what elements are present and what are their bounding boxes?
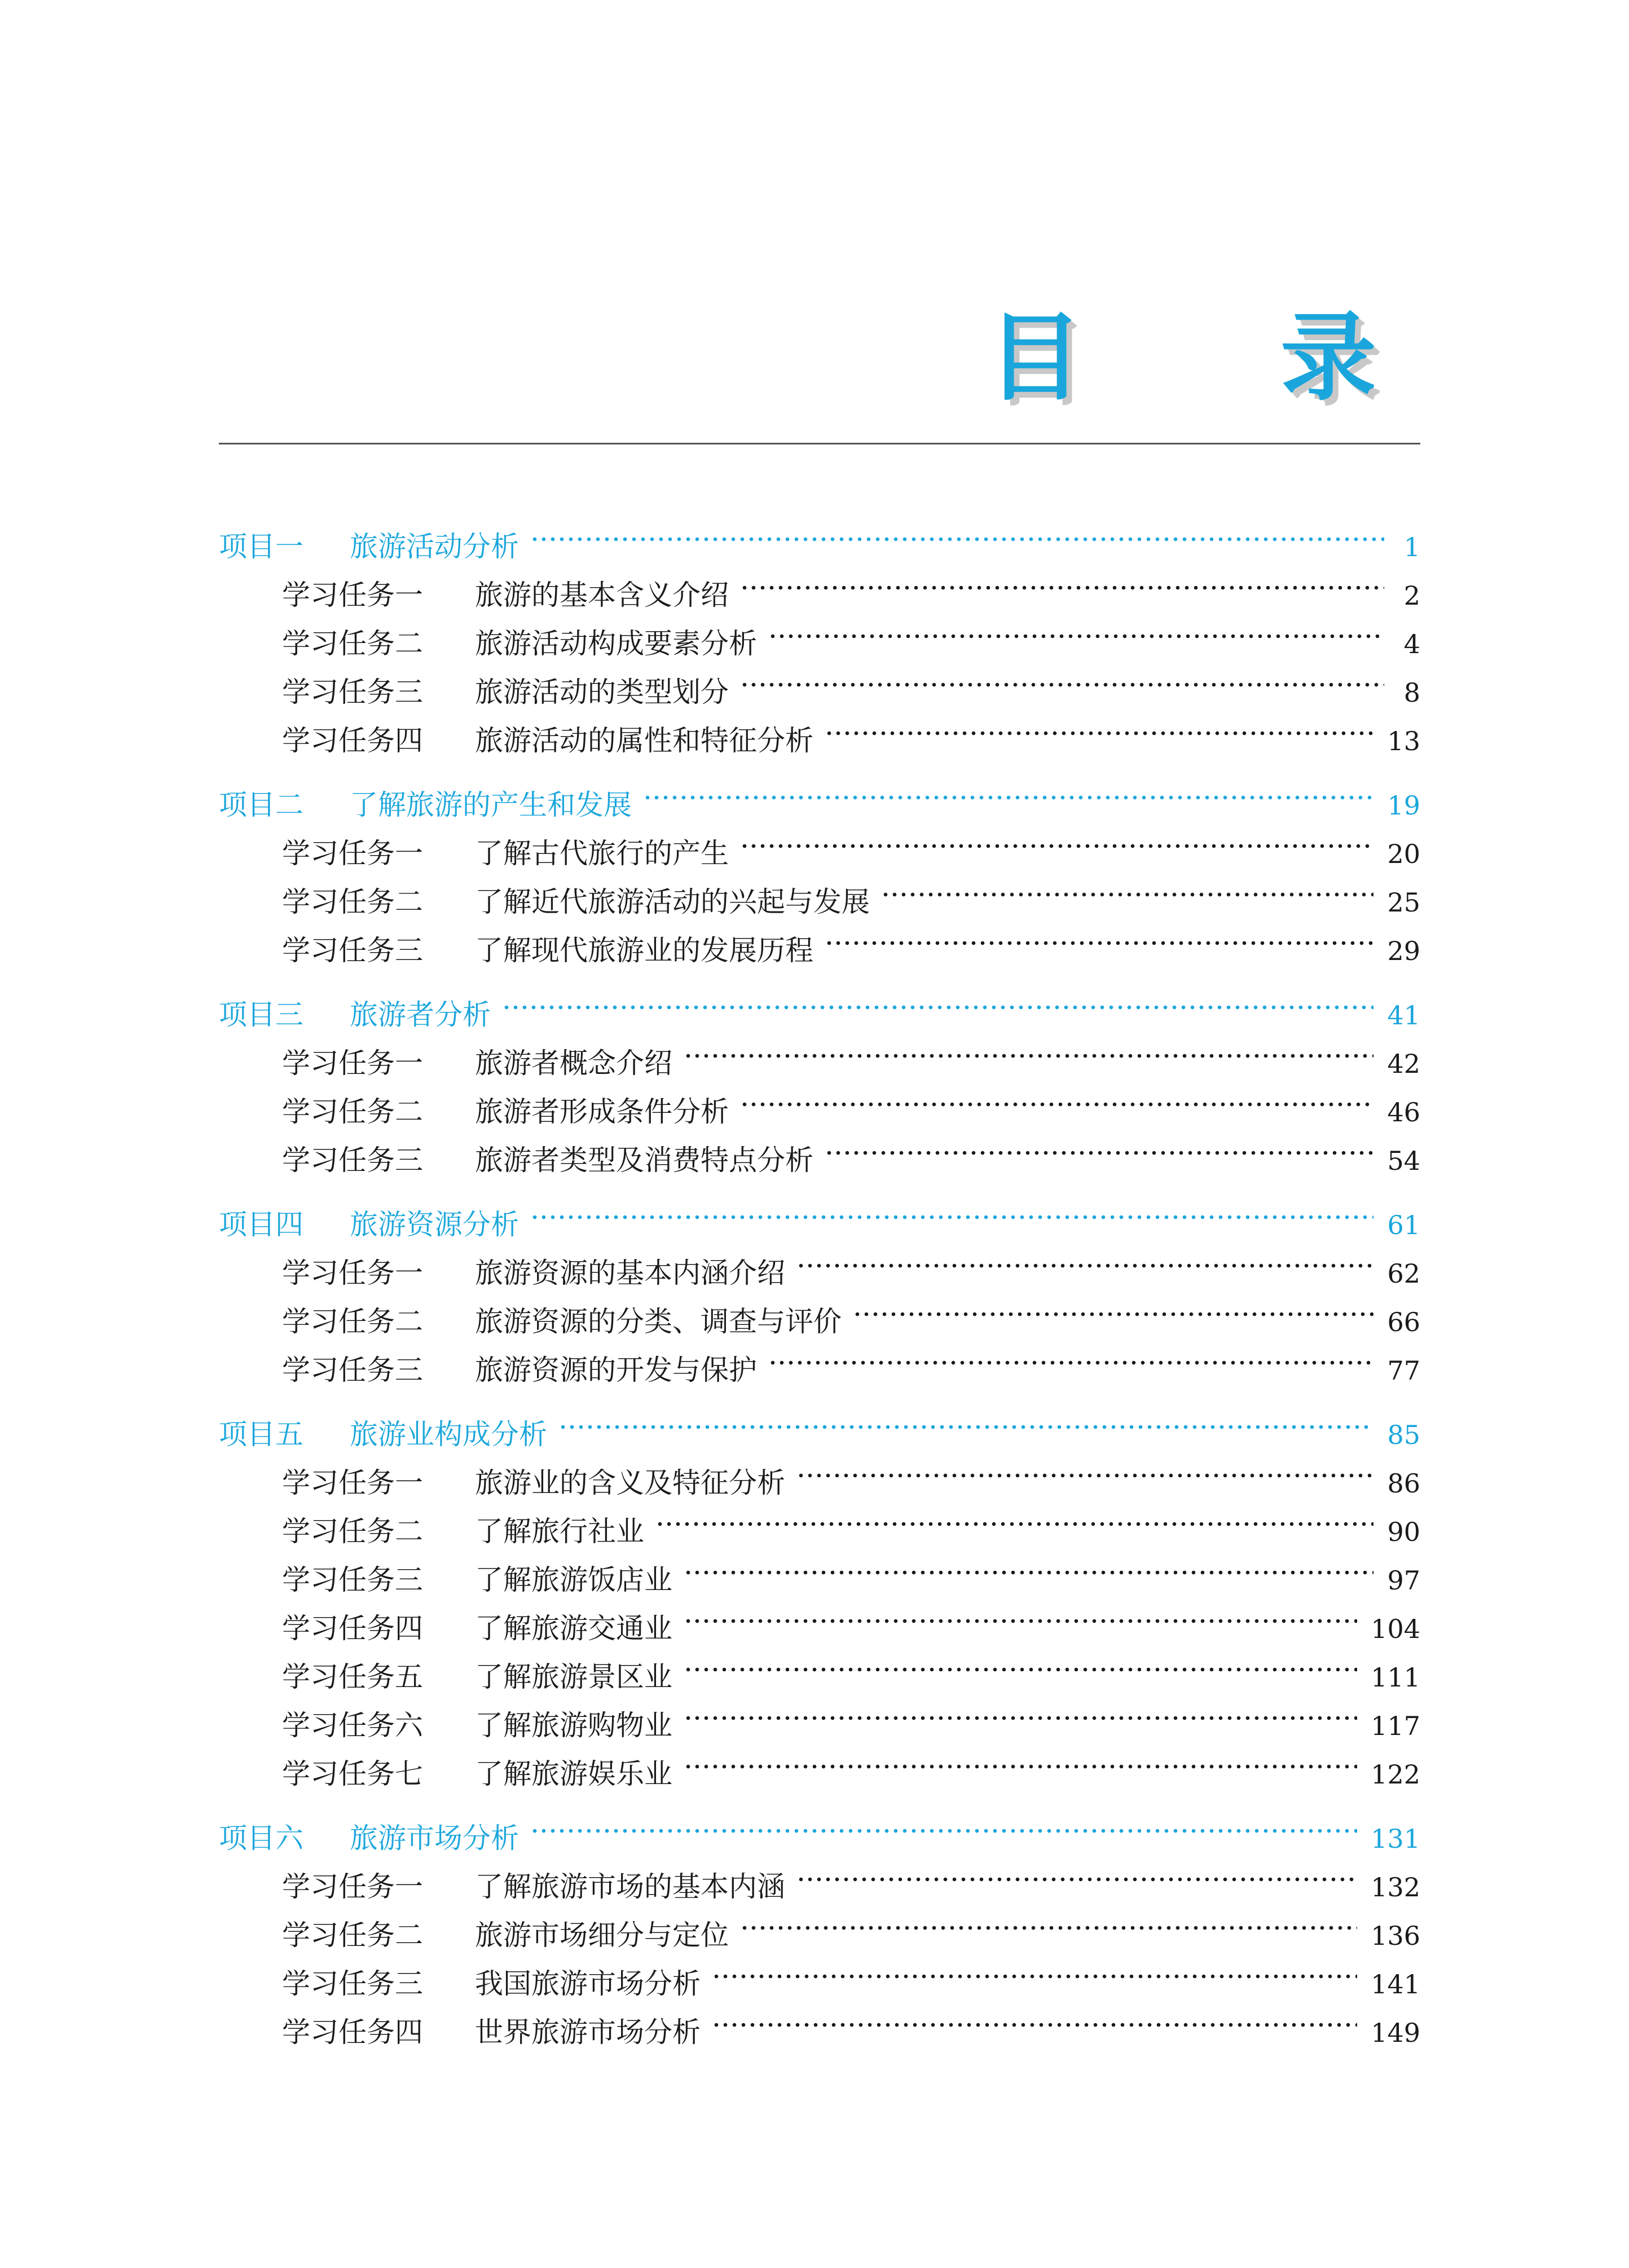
entry-number: 学习任务四 <box>282 2016 423 2049</box>
entry-number: 项目六 <box>219 1822 303 1855</box>
entry-number: 学习任务三 <box>282 676 423 708</box>
entry-title: 了解旅行社业 <box>475 1515 644 1548</box>
entry-title: 我国旅游市场分析 <box>475 1967 701 2000</box>
title-divider <box>219 443 1420 444</box>
entry-number: 学习任务七 <box>282 1758 423 1790</box>
page-number: 42 <box>1387 1049 1420 1079</box>
entry-title: 了解现代旅游业的发展历程 <box>475 934 813 967</box>
page-number: 104 <box>1371 1614 1420 1644</box>
page-number: 77 <box>1387 1355 1420 1386</box>
entry-number: 学习任务四 <box>282 724 423 757</box>
entry-number: 学习任务三 <box>282 1354 423 1386</box>
dot-leader <box>655 1492 1373 1541</box>
entry-number: 学习任务一 <box>282 1870 423 1903</box>
entry-number: 学习任务三 <box>282 934 423 967</box>
page-number: 1 <box>1403 532 1420 562</box>
page-title <box>987 302 1421 414</box>
dot-leader <box>853 1283 1373 1331</box>
entry-number: 学习任务六 <box>282 1709 423 1742</box>
page-number: 62 <box>1387 1258 1420 1289</box>
page-number: 117 <box>1371 1711 1420 1741</box>
page-number: 46 <box>1387 1097 1420 1128</box>
dot-leader <box>740 814 1373 863</box>
page-number: 141 <box>1371 1969 1420 2000</box>
entry-number: 学习任务四 <box>282 1612 423 1645</box>
toc-project-entry[interactable] <box>219 1799 1420 1855</box>
page-number: 25 <box>1387 887 1420 918</box>
entry-title: 旅游者形成条件分析 <box>475 1095 729 1128</box>
page-number: 41 <box>1387 1000 1420 1030</box>
entry-number: 学习任务一 <box>282 579 423 611</box>
entry-title: 了解旅游市场的基本内涵 <box>475 1870 785 1903</box>
entry-title: 旅游活动的属性和特征分析 <box>475 724 813 757</box>
entry-number: 学习任务二 <box>282 1919 423 1952</box>
entry-title: 旅游业构成分析 <box>350 1418 547 1451</box>
dot-leader <box>740 556 1384 605</box>
toc-project-entry[interactable] <box>219 766 1420 821</box>
table-of-contents <box>219 508 1420 2049</box>
dot-leader <box>768 1331 1373 1380</box>
entry-number: 项目二 <box>219 789 303 821</box>
page-number: 54 <box>1387 1146 1420 1176</box>
entry-number: 学习任务一 <box>282 1047 423 1080</box>
entry-number: 学习任务一 <box>282 837 423 870</box>
toc-project-entry[interactable] <box>219 1186 1420 1241</box>
entry-number: 学习任务二 <box>282 1095 423 1128</box>
entry-number: 项目四 <box>219 1208 303 1241</box>
entry-number: 学习任务三 <box>282 1564 423 1596</box>
page-number: 85 <box>1387 1420 1420 1450</box>
dot-leader <box>530 508 1384 556</box>
entry-number: 项目一 <box>219 530 303 563</box>
dot-leader <box>684 1686 1357 1735</box>
dot-leader <box>558 1395 1373 1444</box>
page-number: 66 <box>1387 1307 1420 1337</box>
entry-title: 旅游活动的类型划分 <box>475 676 729 708</box>
dot-leader <box>796 1444 1373 1492</box>
page-number: 111 <box>1371 1662 1420 1693</box>
page-number: 149 <box>1371 2018 1420 2048</box>
dot-leader <box>825 911 1373 960</box>
dot-leader <box>684 1638 1357 1686</box>
page-number: 8 <box>1403 677 1420 708</box>
entry-title: 旅游市场分析 <box>350 1822 519 1855</box>
entry-title: 旅游者类型及消费特点分析 <box>475 1144 813 1177</box>
page-number: 61 <box>1387 1210 1420 1240</box>
title-char-mu: 目 <box>987 302 1084 414</box>
dot-leader <box>825 702 1373 750</box>
entry-number: 学习任务一 <box>282 1467 423 1499</box>
entry-title: 旅游业的含义及特征分析 <box>475 1467 785 1499</box>
toc-project-entry[interactable] <box>219 976 1420 1031</box>
entry-number: 学习任务二 <box>282 1515 423 1548</box>
entry-title: 了解旅游饭店业 <box>475 1564 672 1596</box>
page-number: 2 <box>1403 580 1420 611</box>
entry-title: 旅游资源的开发与保护 <box>475 1354 757 1386</box>
dot-leader <box>740 1073 1373 1121</box>
dot-leader <box>684 1541 1373 1589</box>
dot-leader <box>684 1589 1357 1638</box>
entry-number: 学习任务二 <box>282 886 423 918</box>
entry-title: 了解旅游娱乐业 <box>475 1758 672 1790</box>
entry-title: 旅游资源分析 <box>350 1208 519 1241</box>
dot-leader <box>740 1896 1357 1945</box>
entry-title: 了解旅游购物业 <box>475 1709 672 1742</box>
entry-number: 学习任务一 <box>282 1257 423 1289</box>
page-number: 4 <box>1403 629 1420 659</box>
page-number: 122 <box>1371 1759 1420 1790</box>
entry-title: 了解近代旅游活动的兴起与发展 <box>475 886 870 918</box>
dot-leader <box>530 1186 1373 1234</box>
entry-number: 项目三 <box>219 998 303 1031</box>
dot-leader <box>796 1234 1373 1283</box>
dot-leader <box>712 1993 1357 2042</box>
entry-number: 学习任务三 <box>282 1967 423 2000</box>
entry-title: 了解旅游景区业 <box>475 1661 672 1693</box>
page-number: 13 <box>1387 726 1420 756</box>
page-number: 19 <box>1387 790 1420 821</box>
entry-number: 学习任务二 <box>282 627 423 660</box>
entry-title: 旅游活动构成要素分析 <box>475 627 757 660</box>
entry-title: 旅游的基本含义介绍 <box>475 579 729 611</box>
entry-title: 世界旅游市场分析 <box>475 2016 701 2049</box>
dot-leader <box>530 1799 1357 1848</box>
entry-title: 了解旅游交通业 <box>475 1612 672 1645</box>
entry-title: 旅游资源的基本内涵介绍 <box>475 1257 785 1289</box>
page-number: 131 <box>1371 1824 1420 1854</box>
toc-project-entry[interactable] <box>219 508 1420 563</box>
entry-title: 旅游资源的分类、调查与评价 <box>475 1305 842 1338</box>
dot-leader <box>643 766 1373 814</box>
entry-number: 学习任务三 <box>282 1144 423 1177</box>
entry-title: 旅游者分析 <box>350 998 491 1031</box>
toc-project-entry[interactable] <box>219 1395 1420 1451</box>
dot-leader <box>684 1735 1357 1783</box>
page-number: 20 <box>1387 839 1420 869</box>
title-char-lu: 录 <box>1280 302 1377 414</box>
entry-title: 旅游者概念介绍 <box>475 1047 672 1080</box>
page-number: 136 <box>1371 1921 1420 1951</box>
entry-title: 了解旅游的产生和发展 <box>350 789 632 821</box>
entry-number: 学习任务二 <box>282 1305 423 1338</box>
dot-leader <box>881 863 1373 911</box>
dot-leader <box>740 653 1384 702</box>
page-number: 90 <box>1387 1517 1420 1547</box>
page-number: 132 <box>1371 1872 1420 1903</box>
dot-leader <box>684 1024 1373 1073</box>
entry-title: 了解古代旅行的产生 <box>475 837 729 870</box>
dot-leader <box>796 1848 1357 1896</box>
dot-leader <box>768 605 1384 653</box>
entry-number: 学习任务五 <box>282 1661 423 1693</box>
entry-number: 项目五 <box>219 1418 303 1451</box>
entry-title: 旅游活动分析 <box>350 530 519 563</box>
page-number: 86 <box>1387 1468 1420 1499</box>
dot-leader <box>825 1121 1373 1170</box>
dot-leader <box>712 1945 1357 1993</box>
entry-title: 旅游市场细分与定位 <box>475 1919 729 1952</box>
page-number: 97 <box>1387 1565 1420 1596</box>
page-number: 29 <box>1387 936 1420 966</box>
dot-leader <box>502 976 1373 1024</box>
